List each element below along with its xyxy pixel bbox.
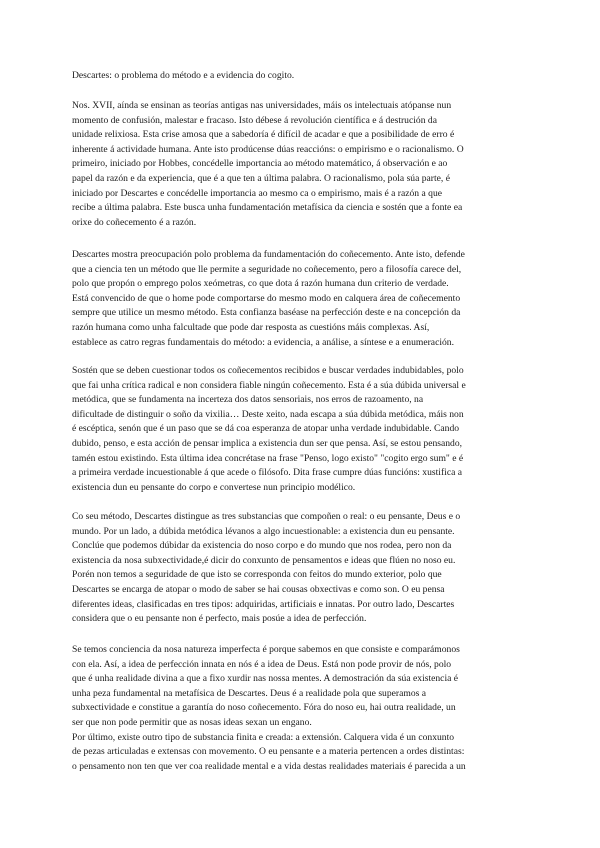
text-line: Co seu método, Descartes distingue as tres substancias que compoñen o real: o eu pensante, Deus e o xyxy=(72,511,461,522)
paragraph-context xyxy=(72,99,530,230)
text-line: subxectividade e constitue a garantía do noso coñecemento. Fóra do noso eu, hai outra realidade, un xyxy=(72,702,456,714)
text-line: mundo. Por un lado, a dúbida metódica lévanos a algo incuestionable: a existencia dun eu pensante. xyxy=(72,525,455,537)
paragraph-doubt xyxy=(72,364,530,495)
text-line: ser que non pode permitir que as nosas ideas sexan un engano. xyxy=(72,716,312,728)
paragraph-method xyxy=(72,248,530,350)
paragraph-substances xyxy=(72,510,530,627)
text-line: dubido, penso, e esta acción de pensar implica a existencia dun ser que pensa. Así, se estou pensando, xyxy=(72,437,463,449)
document-title: Descartes: o problema do método e a evidencia do cogito. xyxy=(72,70,295,81)
text-line: considera que o eu pensante non é perfecto, mais posúe a idea de perfección. xyxy=(72,613,367,625)
text-line: Sostén que se deben cuestionar todos os coñecementos recibidos e buscar verdades indubidables, polo xyxy=(72,365,464,376)
text-line: establece as catro regras fundamentais do método: a evidencia, a análise, a síntese e a enumeración. xyxy=(72,336,454,348)
text-line: o pensamento non ten que ver coa realidade mental e a vida destas realidades materiais é parecida a un xyxy=(72,760,466,772)
text-line: que é unha realidade divina a que a fixo xurdir nas nossa mentes. A demostración da súa existencia é xyxy=(72,673,459,685)
text-line: de pezas articuladas e extensas con movemento. O eu pensante e a materia pertencen a ordes distintas: xyxy=(72,746,465,758)
text-line: Está convencido de que o home pode comportarse do mesmo modo en calquera área de coñecemento xyxy=(72,292,461,304)
paragraph-god xyxy=(72,643,530,774)
text-line: recibe a última palabra. Este busca unha fundamentación metafísica da ciencia e sostén que a fonte ea xyxy=(72,202,463,214)
text-line: diferentes ideas, clasificadas en tres tipos: adquiridas, artificiais e innatas. Por outro lado, Descartes xyxy=(72,598,455,610)
text-line: polo que propón o emprego polos xeómetras, co que dota á razón humana dun criterio de verdade. xyxy=(72,278,449,290)
text-line: Nos. XVII, aínda se ensinan as teorías antigas nas universidades, máis os intelectuais atópanse nun xyxy=(72,100,452,111)
text-line: con ela. Así, a idea de perfección innata en nós é a idea de Deus. Está non pode provir de nós, polo xyxy=(72,658,452,670)
text-line: Descartes mostra preocupación polo problema da fundamentación do coñecemento. Ante isto, defende xyxy=(72,249,465,260)
text-line: primeiro, iniciado por Hobbes, concédelle importancia ao método matemático, á observación e ao xyxy=(72,158,448,170)
text-line: a primeira verdade incuestionable á que acede o filósofo. Dita frase cumpre dúas funcións: xustifica a xyxy=(72,467,462,479)
text-line: orixe do coñecemento é a razón. xyxy=(72,216,197,228)
text-line: momento de confusión, malestar e fracaso. Isto débese á revolución científica e á destrución da xyxy=(72,114,437,126)
text-line: unha peza fundamental na metafísica de Descartes. Deus é a realidade pola que superamos a xyxy=(72,687,427,699)
text-line: unidade relixiosa. Esta crise amosa que a sabedoría é difícil de acadar e que a posibilidade de erro é xyxy=(72,129,455,141)
text-line: Descartes se encarga de atopar o modo de saber se hai cousas obxectivas e como son. O eu pensa xyxy=(72,583,445,595)
text-line: papel da razón e da experiencia, que é a que ten a última palabra. O racionalismo, pola súa parte, é xyxy=(72,172,450,184)
text-line: existencia dun eu pensante do corpo e convertese nun principio modélico. xyxy=(72,481,356,493)
text-line: dificultade de distinguir o soño da vixilia… Deste xeito, nada escapa a súa dúbida metódica, máis non xyxy=(72,408,464,420)
text-line: tamén estou existindo. Esta última idea concrétase na frase "Penso, logo existo" "cogito ergo sum" e é xyxy=(72,452,464,464)
text-line: que a ciencia ten un método que lle permite a seguridade no coñecemento, pero a filosofía carece del, xyxy=(72,263,462,275)
text-line: metódica, que se fundamenta na incerteza dos datos sensoriais, nos erros de razoamento, na xyxy=(72,394,424,406)
text-line: é escéptica, senón que é un paso que se dá coa esperanza de atopar unha verdade indubidable. Cando xyxy=(72,423,460,435)
text-line: iniciado por Descartes e concédelle importancia ao mesmo ca o empirismo, mais é a razón a que xyxy=(72,187,443,199)
text-line: existencia da nosa subxectividade,é dicir do conxunto de pensamentos e ideas que flúen no noso eu. xyxy=(72,554,456,566)
text-line: Porén non temos a seguridade de que isto se corresponda con feitos do mundo exterior, polo que xyxy=(72,569,442,581)
text-line: Se temos conciencia da nosa natureza imperfecta é porque sabemos en que consiste e comparámonos xyxy=(72,644,460,655)
text-line: razón humana como unha falcultade que pode dar resposta as cuestións máis complexas. Así, xyxy=(72,321,430,333)
text-line: que fai unha crítica radical e non considera fiable ningún coñecemento. Esta é a súa dúbida universal e xyxy=(72,379,466,391)
text-line: Por último, existe outro tipo de substancia finita e creada: a extensión. Calquera vida é un conxunto xyxy=(72,731,455,743)
text-line: Conclúe que podemos dúbidar da existencia do noso corpo e do mundo que nos rodea, pero non da xyxy=(72,540,452,552)
text-line: sempre que utilice un mesmo método. Esta confianza baséase na perfección deste e na concepción da xyxy=(72,307,461,319)
text-line: inherente á actividade humana. Ante isto prodúcense dúas reaccións: o empirismo e o racionalismo. O xyxy=(72,143,464,155)
